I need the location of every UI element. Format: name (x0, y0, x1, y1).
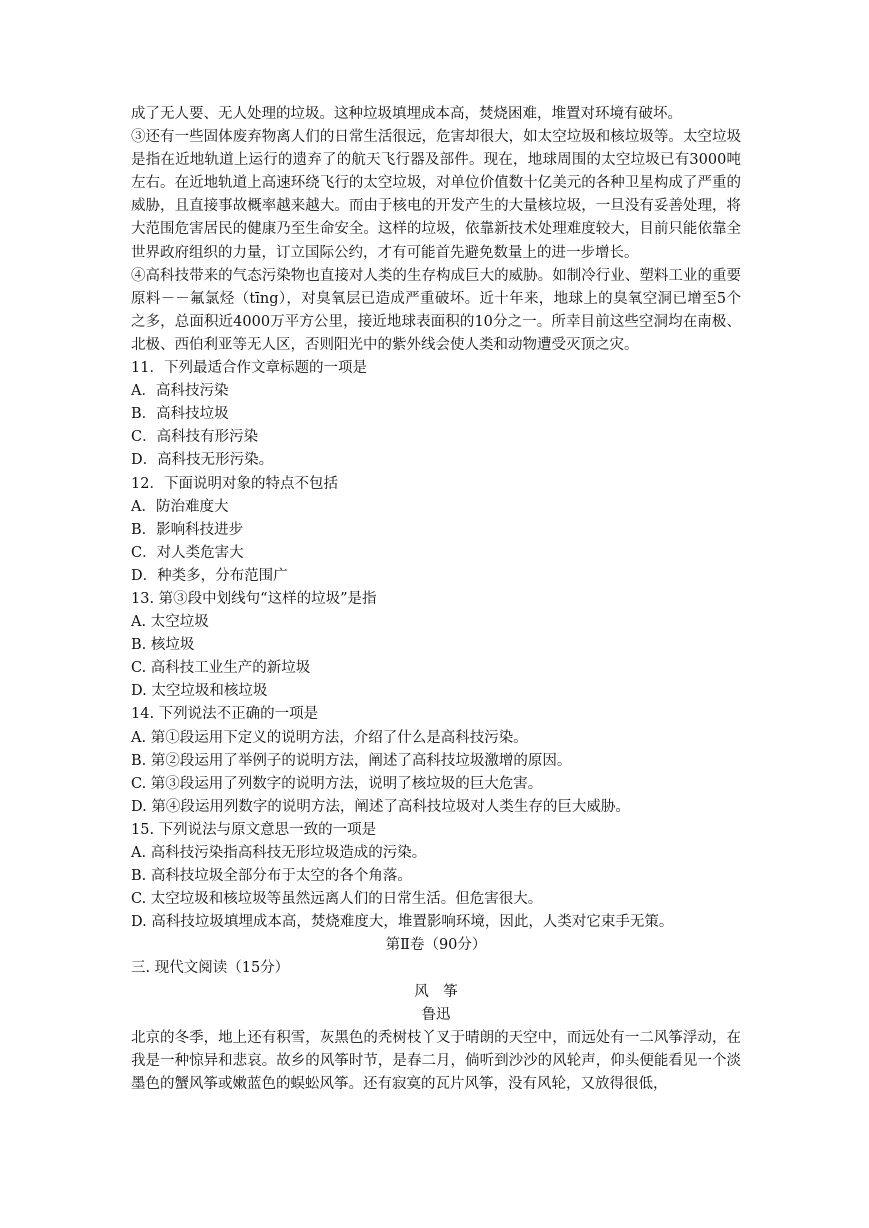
essay-author: 鲁迅 (421, 1006, 451, 1023)
paragraph-text: ④高科技带来的气态污染物也直接对人类的生存构成巨大的威胁。如制冷行业、塑料工业的重要原料－－氟氯烃（tīng），对臭氧层已造成严重破坏。近十年来，地球上的臭氧空洞已增至5个之多，总面积近4000万平方公里，接近地球表面积的10分之一。所幸目前这些空洞均在南极、北极、西伯利亚等无人区，否则阳光中的紫外线会使人类和动物遭受灭顶之灾。 (131, 267, 741, 353)
question-stem: 14. 下列说法不正确的一项是 (131, 706, 319, 723)
option-a: A. 高科技污染指高科技无形垃圾造成的污染。 (131, 845, 427, 861)
question-14 (131, 703, 741, 818)
question-stem: 11．下列最适合作文章标题的一项是 (131, 360, 367, 377)
option-b: B．影响科技进步 (131, 521, 244, 538)
option-a: A．防治难度大 (131, 498, 229, 515)
option-c: C. 高科技工业生产的新垃圾 (131, 660, 311, 677)
option-d: D．种类多，分布范围广 (131, 567, 288, 584)
paragraph-3 (131, 126, 741, 265)
paragraph-text: ③还有一些固体废弃物离人们的日常生活很远，危害却很大，如太空垃圾和核垃圾等。太空垃圾是指在近地轨道上运行的遗弃了的航天飞行器及部件。现在，地球周围的太空垃圾已有3000吨左右。在近地轨道上高速环绕飞行的太空垃圾，对单位价值数十亿美元的各种卫星构成了严重的威胁，且直接事故概率越来越大。而由于核电的开发产生的大量核垃圾，一旦没有妥善处理，将大范围危害居民的健康乃至生命安全。这样的垃圾，依靠新技术处理难度较大，目前只能依靠全世界政府组织的力量，订立国际公约，才有可能首先避免数量上的进一步增长。 (131, 129, 741, 261)
option-b: B. 高科技垃圾全部分布于太空的各个角落。 (131, 868, 412, 885)
option-c: C．高科技有形污染 (131, 429, 259, 446)
option-d: D. 太空垃圾和核垃圾 (131, 683, 268, 700)
question-stem: 12．下面说明对象的特点不包括 (131, 475, 338, 492)
page-content (131, 103, 741, 1096)
option-c: C．对人类危害大 (131, 544, 244, 561)
option-b: B. 核垃圾 (131, 637, 195, 654)
option-b: B. 第②段运用了举例子的说明方法，阐述了高科技垃圾激增的原因。 (131, 752, 572, 769)
question-12 (131, 473, 741, 588)
option-a: A. 第①段运用下定义的说明方法，介绍了什么是高科技污染。 (131, 729, 528, 746)
essay-paragraph-1 (131, 1027, 741, 1096)
option-a: A．高科技污染 (131, 383, 229, 400)
paragraph-4 (131, 265, 741, 357)
essay-title: 风 筝 (414, 983, 458, 1000)
option-a: A. 太空垃圾 (131, 614, 209, 631)
question-13 (131, 588, 741, 703)
paragraph-text: 成了无人要、无人处理的垃圾。这种垃圾填埋成本高，焚烧困难，堆置对环境有破坏。 (131, 106, 682, 122)
option-d: D. 第④段运用列数字的说明方法，阐述了高科技垃圾对人类生存的巨大威胁。 (131, 798, 630, 815)
option-b: B．高科技垃圾 (131, 406, 229, 423)
question-11 (131, 357, 741, 472)
section-heading: 三. 现代文阅读（15分） (131, 960, 290, 977)
option-c: C. 第③段运用了列数字的说明方法，说明了核垃圾的巨大危害。 (131, 775, 543, 792)
paragraph-text: 北京的冬季，地上还有积雪，灰黑色的秃树枝丫叉于晴朗的天空中，而远处有一二风筝浮动，在我是一种惊异和悲哀。故乡的风筝时节，是春二月，倘听到沙沙的风轮声，仰头便能看见一个淡墨色的蟹风筝或嫩蓝色的蜈蚣风筝。还有寂寞的瓦片风筝，没有风轮，又放得很低， (131, 1029, 741, 1092)
paragraph-continued (131, 103, 741, 126)
section-title: 第Ⅱ卷（90分） (385, 937, 487, 954)
question-15 (131, 819, 741, 934)
question-stem: 15. 下列说法与原文意思一致的一项是 (131, 821, 377, 838)
option-d: D．高科技无形污染。 (131, 452, 274, 469)
option-d: D. 高科技垃圾填埋成本高，焚烧难度大，堆置影响环境，因此，人类对它束手无策。 (131, 914, 674, 931)
option-c: C. 太空垃圾和核垃圾等虽然远离人们的日常生活。但危害很大。 (131, 891, 543, 908)
question-stem: 13. 第③段中划线句“这样的垃圾”是指 (131, 590, 377, 607)
